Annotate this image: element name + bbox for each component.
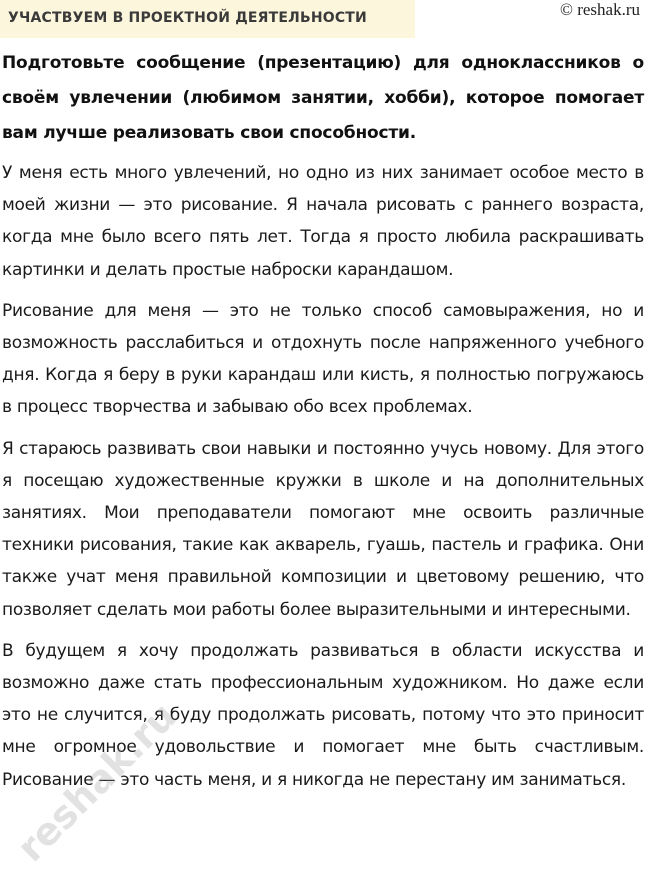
- answer-text: [2, 157, 644, 805]
- paragraph: В будущем я хочу продолжать развиваться в области искусства и возможно даже стать профессиональным художником. Но даже если это не случится, я буду продолжать рисовать, потому что это приносит мне огромное удовольствие и помогает мне быть счастливым. Рисование — это часть меня, и я никогда не перестану им заниматься.: [2, 640, 644, 790]
- paragraph: У меня есть много увлечений, но одно из них занимает особое место в моей жизни — это рисование. Я начала рисовать с раннего возраста, когда мне было всего пять лет. Тогда я просто любила раскрашивать картинки и делать простые наброски карандашом.: [2, 163, 644, 280]
- task-prompt: Подготовьте сообщение (презентацию) для одноклассников о своём увлечении (любимом занятии, хобби), которое помогает вам лучше реализовать свои способности.: [2, 53, 644, 143]
- paragraph: Рисование для меня — это не только способ самовыражения, но и возможность расслабиться и отдохнуть после напряженного учебного дня. Когда я беру в руки карандаш или кисть, я полностью погружаюсь в процесс творчества и забываю обо всех проблемах.: [2, 300, 644, 418]
- section-title: УЧАСТВУЕМ В ПРОЕКТНОЙ ДЕЯТЕЛЬНОСТИ: [8, 10, 367, 26]
- paragraph: Я стараюсь развивать свои навыки и постоянно учусь новому. Для этого я посещаю художественные кружки в школе и на дополнительных занятиях. Мои преподаватели помогают мне освоить различные техники рисования, такие как акварель, гуашь, пастель и графика. Они также учат меня правильной композиции и цветовому решению, что позволяет сделать мои работы более выразительными и интересными.: [2, 438, 644, 620]
- copyright-notice: © reshak.ru: [560, 0, 640, 19]
- section-header: [0, 0, 415, 38]
- watermark: reshak.ru: [8, 693, 185, 871]
